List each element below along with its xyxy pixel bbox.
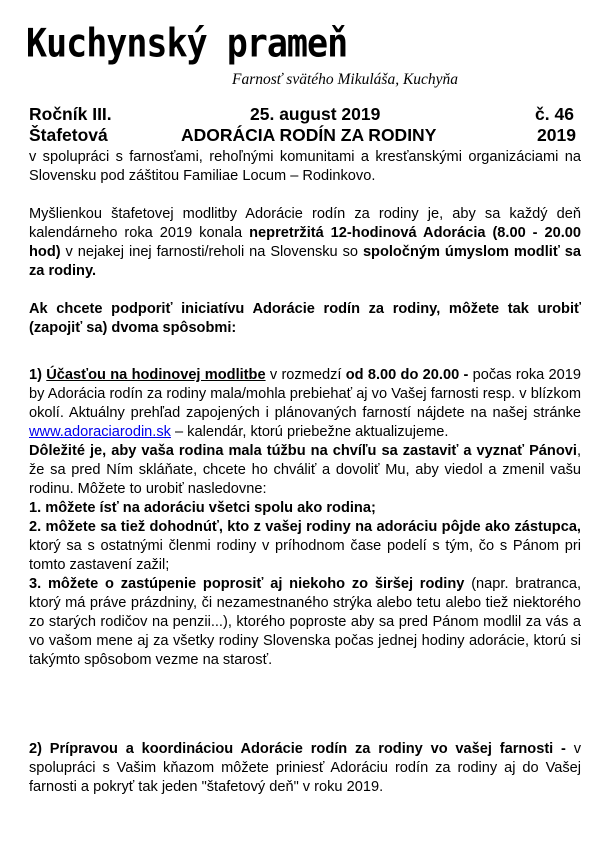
parish-name: Farnosť svätého Mikuláša, Kuchyňa [232,71,459,88]
option-three-text: (napr. bratranca, ktorý má práve prázdniny, či nezamestnaného strýka alebo tetu alebo tiež niektorého zo starých rodičov na penzii...), ktorého poproste aby sa pred Pánom modlil za vás a vo vašom mene aj za všetky rodiny Slovenska počas jednej hodiny adorácie, ktorú si takýmto spôsobom vezme na starosť. [29,576,581,668]
way-one-number: 1) [29,367,47,383]
way-one-text-1: v rozmedzí [265,367,346,383]
issue-number: č. 46 [535,104,574,124]
way-one-hours: od 8.00 do 20.00 - [345,367,469,383]
headline-year: 2019 [537,125,576,145]
idea-text-2: v nejakej inej farnosti/reholi na Slovensku so [60,244,363,260]
newsletter-title: Kuchynský prameň [26,22,348,67]
intro-paragraph [29,148,581,186]
idea-paragraph [29,205,581,281]
way-one-section [29,366,581,670]
idea-adoration-hours: nepretržitá 12-hodinová Adorácia (8.00 - 20.00 hod) [29,225,581,260]
issue-date: 25. august 2019 [250,104,381,124]
support-paragraph [29,300,581,338]
headline: ADORÁCIA RODÍN ZA RODINY [181,125,437,145]
volume-label: Ročník III. [29,104,112,124]
intro-text: v spolupráci s farnosťami, rehoľnými komunitami a kresťanskými organizáciami na Slovensku pod záštitou Familiae Locum – Rodinkovo. [29,149,581,184]
series-label: Štafetová [29,125,108,145]
way-one-text-2: počas roka 2019 by Adorácia rodín za rodiny mala/mohla prebiehať aj vo Vašej farnosti resp. v blízkom okolí. Aktuálny prehľad zapojených i plánovaných farností nájdete na našej stránke [29,367,581,421]
way-two-section [29,740,581,797]
support-text: Ak chcete podporiť iniciatívu Adorácie rodín za rodiny, môžete tak urobiť (zapojiť sa) dvoma spôsobmi: [29,301,581,336]
way-two-title: 2) Prípravou a koordináciou Adorácie rodín za rodiny vo vašej farnosti - [29,741,566,757]
important-note: Dôležité je, aby vaša rodina mala túžbu na chvíľu sa zastaviť a vyznať Pánovi [29,443,577,459]
option-two-bold: 2. môžete sa tiež dohodnúť, kto z vašej rodiny na adoráciu pôjde ako zástupca, [29,519,581,535]
idea-text-1: Myšlienkou štafetovej modlitby Adorácie rodín za rodiny je, aby sa každý deň kalendárneho roka 2019 konala [29,206,581,241]
website-link[interactable]: www.adoraciarodin.sk [29,424,171,440]
way-one-text-4: , že sa pred Ním skláňate, chcete ho chváliť a dovoliť Mu, aby viedol a zmenil vašu rodinu. Môžete to urobiť nasledovne: [29,443,581,497]
option-three-bold: 3. môžete o zastúpenie poprosiť aj niekoho zo širšej rodiny [29,576,465,592]
way-one-title: Účasťou na hodinovej modlitbe [46,367,266,383]
option-one: 1. môžete ísť na adoráciu všetci spolu ako rodina; [29,500,376,516]
way-two-text: v spolupráci s Vašim kňazom môžete priniesť Adoráciu rodín za rodiny aj do Vašej farnosti a pokryť tak jeden "štafetový deň" v roku 2019. [29,741,581,795]
idea-intention: spoločným úmyslom modliť sa za rodiny. [29,244,581,279]
option-two-text: ktorý sa s ostatnými členmi rodiny v príhodnom čase podelí s tým, čo s Pánom pri tomto zastavení zažil; [29,538,581,573]
way-one-text-3: – kalendár, ktorú priebežne aktualizujeme. [170,424,449,440]
